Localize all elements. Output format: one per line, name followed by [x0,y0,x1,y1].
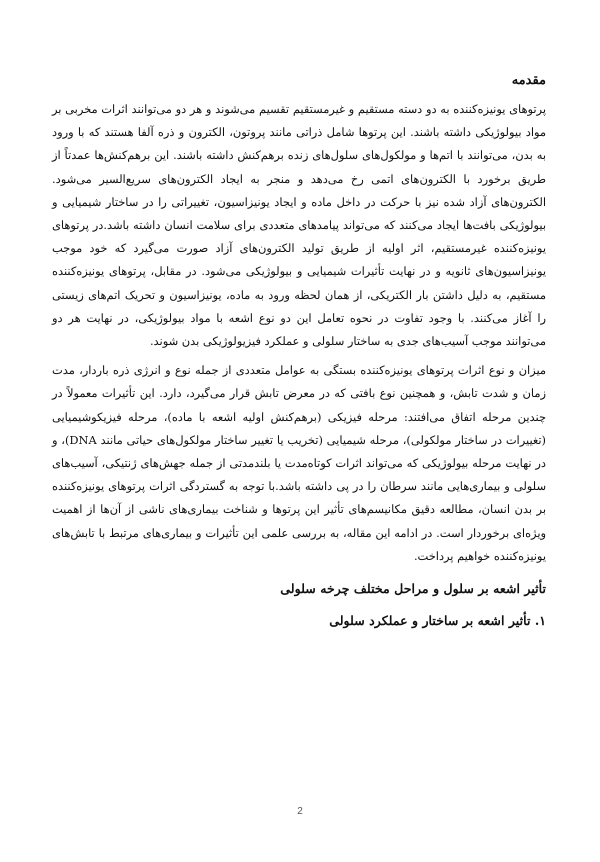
intro-heading: مقدمه [511,73,546,88]
section-title: تأثیر اشعه بر سلول و مراحل مختلف چرخه سلولی [280,581,546,597]
paragraph-1: پرتوهای یونیزه‌کننده به دو دسته مستقیم و غیرمستقیم تقسیم می‌شوند و هر دو می‌توانند اثرات مخربی بر مواد بیولوژیکی داشته باشند. این پرتوها شامل ذراتی مانند پروتون، الکترون و ذره آلفا هستند که با ورود به بدن، می‌توانند با اتم‌ها و مولکول‌های سلول‌های زنده برهم‌کنش داشته باشند. این برهم‌کنش‌ها عمدتاً از طریق برخورد با الکترون‌های اتمی رخ می‌دهد و منجر به ایجاد الکترون‌های سریع‌السیر می‌شود. الکترون‌های آزاد شده نیز با حرکت در داخل ماده و ایجاد یونیزاسیون، تغییراتی را در ساختار شیمیایی و بیولوژیکی بافت‌ها ایجاد می‌کنند که می‌تواند پیامدهای متعددی برای سلامت انسان داشته باشد.در پرتوهای یونیزه‌کننده غیرمستقیم، اثر اولیه از طریق تولید الکترون‌های آزاد صورت می‌گیرد که خود موجب یونیزاسیون‌های ثانویه و در نهایت تأثیرات شیمیایی و بیولوژیکی می‌شود. در مقابل، پرتوهای یونیزه‌کننده مستقیم، به دلیل داشتن بار الکتریکی، از همان لحظه ورود به ماده، یونیزاسیون و تحریک اتم‌های زیستی را آغاز می‌کنند. با وجود تفاوت در نحوه تعامل این دو نوع اشعه با مواد بیولوژیکی، در نهایت هر دو می‌توانند موجب آسیب‌های جدی به ساختار سلولی و عملکرد فیزیولوژیکی بدن شوند. [52,102,546,349]
subsection-title: ۱. تأثیر اشعه بر ساختار و عملکرد سلولی [329,613,546,629]
paragraph-2: میزان و نوع اثرات پرتوهای یونیزه‌کننده بستگی به عوامل متعددی از جمله نوع و انرژی ذره باردار، مدت زمان و شدت تابش، و همچنین نوع بافتی که در معرض تابش قرار می‌گیرد، دارد. این تأثیرات معمولاً در چندین مرحله اتفاق می‌افتند: مرحله فیزیکی (برهم‌کنش اولیه اشعه با ماده)، مرحله فیزیکوشیمیایی (تغییرات در ساختار مولکولی)، مرحله شیمیایی (تخریب یا تغییر ساختار مولکول‌های حیاتی مانند DNA)، و در نهایت مرحله بیولوژیکی که می‌تواند اثرات کوتاه‌مدت یا بلندمدتی از جمله جهش‌های ژنتیکی، آسیب‌های سلولی و بیماری‌هایی مانند سرطان را در پی داشته باشد.با توجه به گستردگی اثرات پرتوهای یونیزه‌کننده بر بدن انسان، مطالعه دقیق مکانیسم‌های تأثیر این پرتوها و شناخت بیماری‌های ناشی از آن‌ها از اهمیت ویژه‌ای برخوردار است. در ادامه این مقاله، به بررسی علمی این تأثیرات و بیماری‌های مرتبط با تابش‌های یونیزه‌کننده خواهیم پرداخت. [52,363,546,563]
page-content [52,70,546,634]
page-number: 2 [297,806,303,817]
